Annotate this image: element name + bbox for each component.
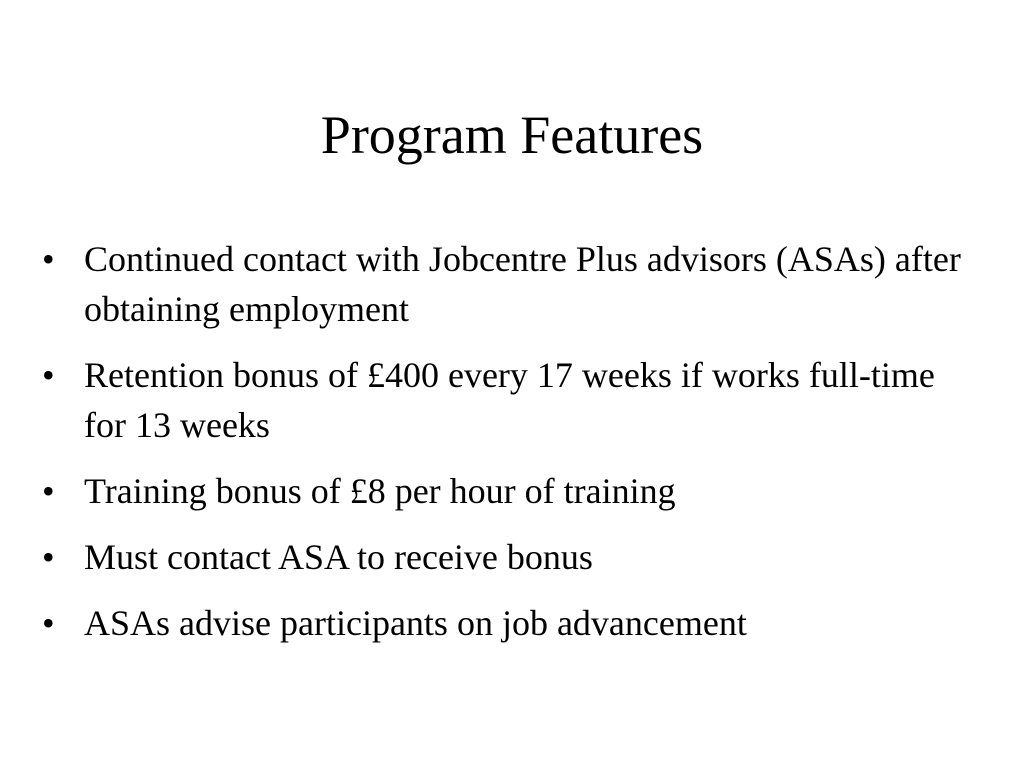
bullet-item	[42, 598, 972, 648]
bullet-item	[42, 350, 972, 450]
bullet-icon: •	[42, 239, 55, 279]
bullet-icon: •	[42, 603, 55, 643]
bullet-item	[42, 532, 972, 582]
bullet-list	[42, 234, 972, 664]
bullet-icon: •	[42, 537, 55, 577]
bullet-text: Retention bonus of £400 every 17 weeks if works full-time for 13 weeks	[84, 355, 935, 445]
bullet-item	[42, 466, 972, 516]
bullet-text: ASAs advise participants on job advancement	[84, 603, 747, 643]
bullet-text: Training bonus of £8 per hour of training	[84, 471, 676, 511]
bullet-icon: •	[42, 471, 55, 511]
slide-title: Program Features	[320, 105, 704, 165]
bullet-item	[42, 234, 972, 334]
bullet-icon: •	[42, 355, 55, 395]
bullet-text: Continued contact with Jobcentre Plus advisors (ASAs) after obtaining employment	[84, 239, 961, 329]
bullet-text: Must contact ASA to receive bonus	[84, 537, 593, 577]
